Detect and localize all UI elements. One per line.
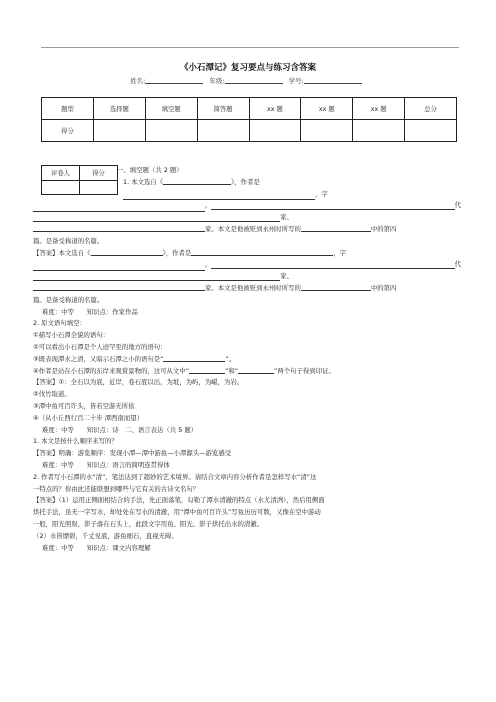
answer-line: 家、 [33,271,461,283]
answer-blank[interactable] [301,225,371,232]
number-blank[interactable] [304,77,362,84]
number-label: 学号: [288,77,304,85]
score-row-label: 得分 [42,120,94,142]
grader-header-cell: 评卷人 [42,166,80,181]
list-item: ①描写小石潭全貌的语句： [33,331,110,340]
score-header-cell: xx 题 [301,98,353,120]
answer-line: 篇。是备受称道的名篇。 [33,295,104,304]
answer-line: ， 代 [33,259,461,271]
difficulty-meta: 难度：中等 知识点：作家作品 [42,307,138,316]
score-header-cell: 总分 [405,98,457,120]
difficulty-meta: 难度：中等 知识点：语言的简明连贯得体 [42,460,170,469]
student-info-line [0,76,496,85]
score-header-cell: 题型 [42,98,94,120]
list-item: ④（从小丘西行百二十步 潭西南而望） [33,413,144,422]
list-item: ②可以看出小石潭是个人迹罕至的地方的语句： [33,342,167,351]
question-stem: 一特点的？你由此还能联想到哪些与它有关的古诗文名句？ [33,484,200,493]
difficulty-meta: 难度：中等 知识点：课文内容理解 [42,543,151,552]
answer-line: 【答案】（1）运用正侧面相结合的手法，先正面落笔，勾勒了潭水清澈的特点（水尤清洌），然后用侧面 [33,496,325,505]
question-line: ， 代 [33,200,461,212]
document-title: 《小石潭记》复习要点与练习含答案 [179,63,316,73]
question-line: 家、 [33,212,461,224]
answer-blank[interactable] [211,261,454,269]
answer-blank[interactable] [189,367,225,374]
score-table-score-row [42,120,457,142]
list-item: ②伐竹取道。 [33,390,71,399]
score-cell[interactable] [145,120,197,142]
answer-blank[interactable] [33,264,205,271]
question-line: 家。本文是他被贬到永州时所写的 中的第四 [33,224,461,236]
answer-line: 一般，阳光照射，影子落在石头上，此段文字用鱼、阳光、影子烘托出水的清澈。 [33,519,264,528]
list-item: ③既表现潭水之清，又暗示石潭之小的语句是“ ”。 [33,354,236,363]
question-line: ，字 [33,189,461,201]
answer-blank[interactable] [123,193,315,200]
score-header-cell: 填空题 [145,98,197,120]
answer-blank[interactable] [191,249,333,256]
score-cell[interactable] [405,120,457,142]
score-cell[interactable] [301,120,353,142]
difficulty-meta: 难度：中等 知识点：诗 二、语言表达（共 5 题） [42,425,198,434]
score-header-cell: 简答题 [197,98,249,120]
score-header-cell: 选择题 [93,98,145,120]
answer-blank[interactable] [33,205,205,212]
score-cell[interactable] [93,120,145,142]
list-item: ③潭中鱼可百许头，皆若空游无所依 [33,401,135,410]
score-table-header-row [42,98,457,120]
answer-line: 【答案】本文选自《 》，作者是 ，字 [33,248,347,257]
answer-blank[interactable] [33,284,205,291]
answer-blank[interactable] [33,273,280,281]
score-cell[interactable] [197,120,249,142]
question-stem: 2. 作者写小石潭的水“清”，笔法达到了超妙的艺术境界。请结合文章内容分析作者是怎样写水“清”这 [33,472,317,481]
header-rule [41,47,459,48]
section-heading: 一、填空题（共 2 题） [117,166,183,174]
answer-blank[interactable] [238,367,274,374]
answer-blank[interactable] [211,202,454,210]
answer-line: 烘托手法，虽无一字写水，却处处在写水的清澈，用“潭中鱼可百许头”写鱼历历可数，又像在空中游动 [33,508,321,517]
list-item: ④作者是站在小石潭的东岸来观赏景物的，这可从文中“ ”和“ ”两个句子得到印证。 [33,366,335,375]
name-blank[interactable] [145,77,203,84]
question-line: 篇。是备受称道的名篇。 [33,236,104,245]
answer-blank[interactable] [163,355,225,362]
answer-blank[interactable] [163,178,231,185]
answer-blank[interactable] [33,225,205,232]
answer-line: 【答案】①：全石以为底，近岸，卷石底以出，为坻，为屿，为嵁，为岩。 [33,378,244,387]
question-stem: 2. 原文语句填空： [33,319,86,328]
answer-line: 家。本文是他被贬到永州时所写的 中的第四 [33,283,461,295]
grade-blank[interactable] [225,77,283,84]
answer-blank[interactable] [33,214,280,222]
score-header-cell: xx 题 [249,98,301,120]
question-stem: 1. 本文是按什么顺序来写的？ [33,437,118,446]
answer-line: （2）水皆缥碧，千丈见底，游鱼细石，直视无碍。 [33,531,178,540]
answer-blank[interactable] [301,284,371,291]
name-label: 姓名: [130,77,146,85]
grade-label: 年级: [209,77,225,85]
score-table [41,97,457,142]
answer-line: 【答案】明确：游览顺序：发现小潭—潭中游鱼—小潭源头—游览感受 [33,449,232,458]
score-cell[interactable] [249,120,301,142]
question-line: 1. 本文选自《 》，作者是 [123,177,260,186]
score-header-cell: xx 题 [353,98,405,120]
document-body [33,165,461,554]
score-cell[interactable] [353,120,405,142]
answer-blank[interactable] [91,249,163,256]
grader-header-cell: 得分 [80,166,118,181]
